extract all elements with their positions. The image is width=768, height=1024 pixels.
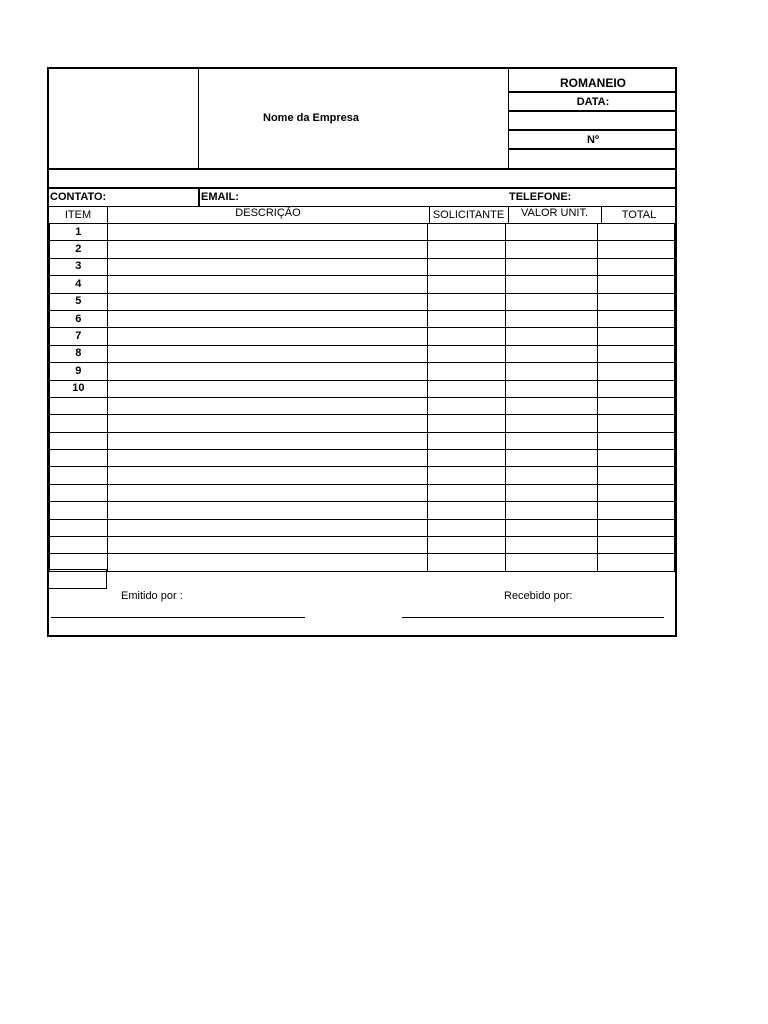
column-header-requester: SOLICITANTE	[432, 209, 505, 221]
table-row	[50, 397, 675, 414]
description-cell[interactable]	[107, 345, 427, 362]
item-extra-cell	[49, 569, 107, 589]
items-table	[49, 223, 675, 572]
requester-cell[interactable]	[427, 328, 505, 345]
description-cell[interactable]	[107, 450, 427, 467]
total-cell[interactable]	[598, 519, 675, 536]
item-number-cell: 8	[50, 345, 108, 362]
requester-cell[interactable]	[427, 502, 505, 519]
description-cell[interactable]	[107, 241, 427, 258]
unit-value-cell[interactable]	[506, 241, 598, 258]
unit-value-cell[interactable]	[506, 467, 598, 484]
romaneio-form	[47, 67, 677, 637]
unit-value-cell[interactable]	[506, 450, 598, 467]
table-row	[50, 450, 675, 467]
item-number-cell: 10	[50, 380, 108, 397]
total-cell[interactable]	[598, 258, 675, 275]
item-number-cell: 4	[50, 276, 108, 293]
table-row	[50, 484, 675, 501]
issued-by-signature-line[interactable]	[51, 617, 305, 618]
number-label: Nº	[587, 134, 599, 146]
unit-value-cell[interactable]	[506, 363, 598, 380]
requester-cell[interactable]	[427, 432, 505, 449]
total-cell[interactable]	[598, 484, 675, 501]
table-row	[50, 345, 675, 362]
address-field[interactable]	[49, 170, 677, 186]
requester-cell[interactable]	[427, 537, 505, 554]
table-row	[50, 293, 675, 310]
item-number-cell: 1	[50, 224, 108, 241]
item-number-cell: 2	[50, 241, 108, 258]
requester-cell[interactable]	[427, 258, 505, 275]
total-cell[interactable]	[598, 380, 675, 397]
description-cell[interactable]	[107, 502, 427, 519]
item-number-cell	[50, 519, 108, 536]
table-row	[50, 276, 675, 293]
date-field-line	[509, 129, 677, 131]
logo-divider	[198, 69, 199, 169]
requester-cell[interactable]	[427, 519, 505, 536]
total-cell[interactable]	[598, 415, 675, 432]
description-cell[interactable]	[107, 415, 427, 432]
requester-cell[interactable]	[427, 276, 505, 293]
item-number-cell	[50, 467, 108, 484]
table-row	[50, 224, 675, 241]
title-underline	[509, 91, 677, 93]
description-cell[interactable]	[107, 310, 427, 327]
received-by-label: Recebido por:	[504, 590, 573, 602]
requester-cell[interactable]	[427, 310, 505, 327]
table-row	[50, 380, 675, 397]
unit-value-cell[interactable]	[506, 554, 598, 571]
table-row	[50, 415, 675, 432]
item-number-cell	[50, 397, 108, 414]
unit-value-cell[interactable]	[506, 258, 598, 275]
company-name: Nome da Empresa	[263, 112, 359, 124]
unit-value-cell[interactable]	[506, 345, 598, 362]
unit-value-cell[interactable]	[506, 484, 598, 501]
requester-cell[interactable]	[427, 397, 505, 414]
unit-value-cell[interactable]	[506, 276, 598, 293]
description-cell[interactable]	[107, 554, 427, 571]
item-number-cell	[50, 432, 108, 449]
item-number-cell	[50, 450, 108, 467]
unit-value-cell[interactable]	[506, 310, 598, 327]
description-cell[interactable]	[107, 432, 427, 449]
total-cell[interactable]	[598, 310, 675, 327]
total-cell[interactable]	[598, 432, 675, 449]
item-number-cell	[50, 415, 108, 432]
unit-value-cell[interactable]	[506, 432, 598, 449]
unit-value-cell[interactable]	[506, 537, 598, 554]
issued-by-label: Emitido por :	[121, 590, 183, 602]
total-cell[interactable]	[598, 502, 675, 519]
unit-value-cell[interactable]	[506, 293, 598, 310]
description-cell[interactable]	[107, 328, 427, 345]
table-row	[50, 363, 675, 380]
column-header-description: DESCRIÇÃO	[235, 207, 301, 219]
requester-cell[interactable]	[427, 450, 505, 467]
item-number-cell	[50, 537, 108, 554]
total-cell[interactable]	[598, 328, 675, 345]
column-header-item: ITEM	[64, 209, 92, 221]
date-field[interactable]	[509, 111, 677, 129]
requester-cell[interactable]	[427, 345, 505, 362]
table-row	[50, 554, 675, 571]
table-row	[50, 328, 675, 345]
total-cell[interactable]	[598, 276, 675, 293]
unit-value-cell[interactable]	[506, 519, 598, 536]
total-cell[interactable]	[598, 224, 675, 241]
description-cell[interactable]	[107, 380, 427, 397]
total-cell[interactable]	[598, 241, 675, 258]
number-field[interactable]	[509, 149, 677, 167]
total-cell[interactable]	[598, 397, 675, 414]
total-cell[interactable]	[598, 537, 675, 554]
total-cell[interactable]	[598, 363, 675, 380]
unit-value-cell[interactable]	[506, 502, 598, 519]
table-row	[50, 241, 675, 258]
description-cell[interactable]	[107, 519, 427, 536]
description-cell[interactable]	[107, 258, 427, 275]
unit-value-cell[interactable]	[506, 415, 598, 432]
item-number-cell: 6	[50, 310, 108, 327]
requester-cell[interactable]	[427, 554, 505, 571]
column-header-unit-value: VALOR UNIT.	[520, 207, 589, 219]
item-number-cell: 5	[50, 293, 108, 310]
description-cell[interactable]	[107, 276, 427, 293]
requester-cell[interactable]	[427, 380, 505, 397]
requester-cell[interactable]	[427, 484, 505, 501]
description-cell[interactable]	[107, 537, 427, 554]
address-separator	[49, 187, 677, 189]
table-row	[50, 467, 675, 484]
table-row	[50, 537, 675, 554]
romaneio-title: ROMANEIO	[560, 76, 626, 90]
date-label: DATA:	[576, 96, 610, 108]
total-cell[interactable]	[598, 450, 675, 467]
total-cell[interactable]	[598, 554, 675, 571]
logo-area	[49, 69, 198, 169]
unit-value-cell[interactable]	[506, 224, 598, 241]
item-number-cell	[50, 484, 108, 501]
unit-value-cell[interactable]	[506, 380, 598, 397]
table-row	[50, 310, 675, 327]
unit-value-cell[interactable]	[506, 328, 598, 345]
description-cell[interactable]	[107, 484, 427, 501]
table-row	[50, 519, 675, 536]
table-row	[50, 258, 675, 275]
requester-cell[interactable]	[427, 415, 505, 432]
received-by-signature-line[interactable]	[402, 617, 664, 618]
unit-value-cell[interactable]	[506, 397, 598, 414]
contact-label: CONTATO:	[50, 191, 107, 203]
total-cell[interactable]	[598, 467, 675, 484]
total-cell[interactable]	[598, 345, 675, 362]
description-cell[interactable]	[107, 467, 427, 484]
requester-cell[interactable]	[427, 293, 505, 310]
requester-cell[interactable]	[427, 363, 505, 380]
contact-divider	[198, 189, 200, 206]
description-cell[interactable]	[107, 363, 427, 380]
item-number-cell: 9	[50, 363, 108, 380]
description-cell[interactable]	[107, 293, 427, 310]
total-cell[interactable]	[598, 293, 675, 310]
item-number-cell	[50, 502, 108, 519]
column-header-total: TOTAL	[621, 209, 657, 221]
email-label: EMAIL:	[201, 191, 239, 203]
requester-cell[interactable]	[427, 224, 505, 241]
description-cell[interactable]	[107, 224, 427, 241]
requester-cell[interactable]	[427, 241, 505, 258]
table-row	[50, 432, 675, 449]
requester-cell[interactable]	[427, 467, 505, 484]
table-row	[50, 502, 675, 519]
item-number-cell: 3	[50, 258, 108, 275]
phone-label: TELEFONE:	[509, 191, 572, 203]
item-number-cell: 7	[50, 328, 108, 345]
description-cell[interactable]	[107, 397, 427, 414]
